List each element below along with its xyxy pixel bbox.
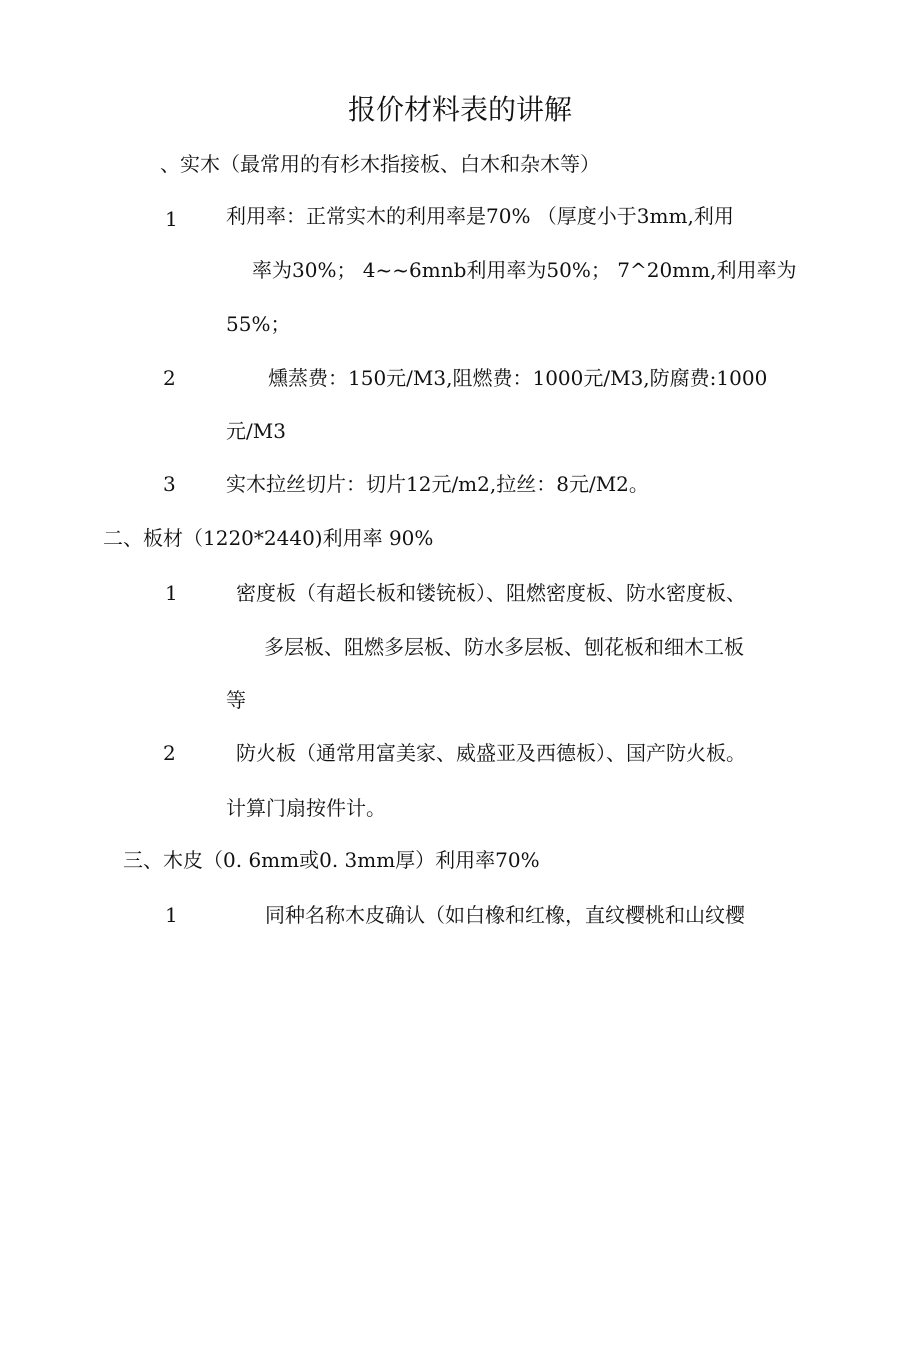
item-number: 1 xyxy=(165,903,178,927)
item-text-line: 55%； xyxy=(226,312,291,336)
item-text-line: 同种名称木皮确认（如白橡和红橡，直纹樱桃和山纹樱 xyxy=(265,903,745,927)
item-text-line: 实木拉丝切片：切片12元/m2,拉丝：8元/M2。 xyxy=(226,472,649,496)
item-number: 3 xyxy=(163,472,176,496)
item-text-line: 多层板、阻燃多层板、防水多层板、刨花板和细木工板 xyxy=(264,635,744,659)
item-text-line: 防火板（通常用富美家、威盛亚及西德板）、国产防火板。 xyxy=(236,741,746,765)
item-text-line: 元/M3 xyxy=(226,419,286,443)
item-text-line: 率为30%； 4~~6mnb利用率为50%； 7^20mm,利用率为 xyxy=(252,258,797,282)
item-text-line: 燻蒸费：150元/M3,阻燃费：1000元/M3,防腐费:1000 xyxy=(268,366,768,390)
section-heading-boards: 二、板材（1220*2440)利用率 90% xyxy=(103,526,434,550)
item-text-line: 等 xyxy=(226,688,246,712)
document-title: 报价材料表的讲解 xyxy=(347,93,572,126)
item-number: 1 xyxy=(165,207,178,231)
item-number: 1 xyxy=(165,581,178,605)
section-heading-veneer: 三、木皮（0. 6mm或0. 3mm厚）利用率70% xyxy=(123,848,540,872)
item-number: 2 xyxy=(163,741,176,765)
item-text-line: 利用率：正常实木的利用率是70% （厚度小于3mm,利用 xyxy=(226,204,734,228)
section-heading-solid-wood: 、实木（最常用的有杉木指接板、白木和杂木等） xyxy=(160,152,600,176)
item-text-line: 计算门扇按件计。 xyxy=(226,796,386,820)
item-text-line: 密度板（有超长板和镂铳板）、阻燃密度板、防水密度板、 xyxy=(236,581,746,605)
item-number: 2 xyxy=(163,366,176,390)
